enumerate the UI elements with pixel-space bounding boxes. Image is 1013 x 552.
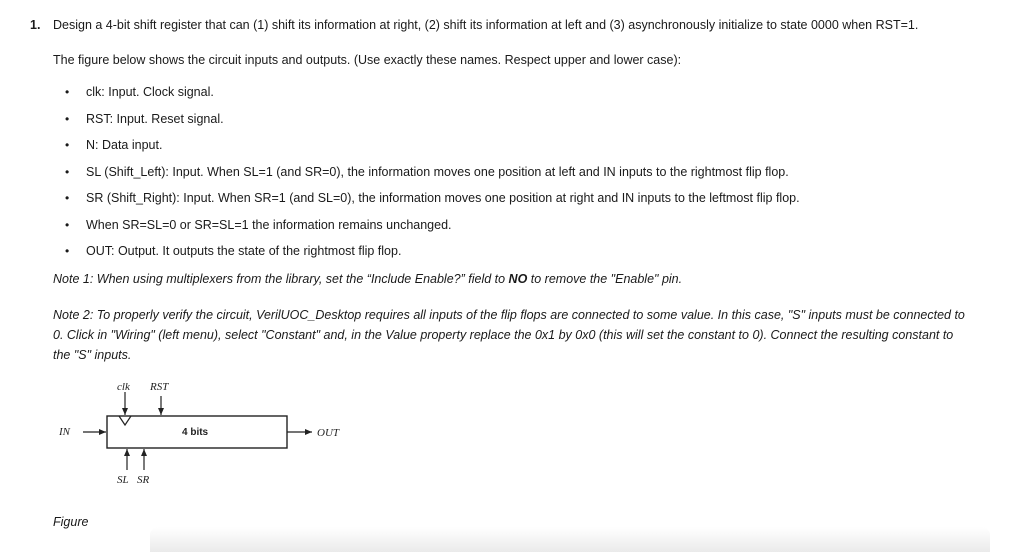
bullet-icon: • — [65, 111, 70, 126]
note-1-emphasis: NO — [508, 272, 528, 286]
spec-text: SL (Shift_Left): Input. When SL=1 (and SR=0), the information moves one position at left and IN inputs to the rightmost flip flop. — [86, 164, 789, 179]
out-label: OUT — [317, 427, 340, 439]
list-item — [53, 82, 800, 109]
spec-text: When SR=SL=0 or SR=SL=1 the information remains unchanged. — [86, 217, 452, 232]
sr-label: SR — [137, 474, 150, 486]
intro-paragraph: The figure below shows the circuit inputs and outputs. (Use exactly these names. Respect upper and lower case): — [53, 53, 682, 67]
spec-list — [53, 82, 800, 268]
in-label: IN — [59, 426, 70, 438]
spec-text: OUT: Output. It outputs the state of the rightmost flip flop. — [86, 244, 402, 258]
list-item — [53, 188, 800, 215]
bullet-icon: • — [65, 164, 70, 179]
bullet-icon: • — [65, 191, 70, 205]
question-number: 1. — [30, 18, 41, 32]
sl-label: SL — [117, 474, 129, 486]
spec-text: RST: Input. Reset signal. — [86, 111, 224, 126]
question-title: Design a 4-bit shift register that can (1) shift its information at right, (2) shift its information at left and (3) asynchronously initialize to state 0000 when RST=1. — [53, 18, 919, 32]
note-2: Note 2: To properly verify the circuit, VerilUOC_Desktop requires all inputs of the flip flops are connected to some value. In this case, "S" inputs must be connected to 0. Click in "Wiring" (left menu), select "Constant" and, in the Value property replace the 0x1 by 0x0 (this will set the constant to 0). Connect the resulting constant to the "S" inputs. — [53, 308, 965, 362]
list-item — [53, 162, 800, 189]
list-item — [53, 215, 800, 242]
circuit-diagram — [50, 372, 370, 497]
note-1-text: Note 1: When using multiplexers from the library, set the “Include Enable?” field to — [53, 272, 509, 286]
figure-caption: Figure — [53, 515, 89, 529]
bullet-icon: • — [65, 217, 70, 232]
block-label: 4 bits — [182, 427, 209, 438]
list-item — [53, 109, 800, 136]
clk-label: clk — [117, 381, 130, 393]
note-1 — [53, 272, 682, 286]
bottom-shadow — [150, 527, 990, 552]
list-item — [53, 135, 800, 162]
shift-register-symbol — [50, 372, 370, 497]
bullet-icon: • — [65, 244, 70, 258]
bullet-icon: • — [65, 85, 70, 99]
list-item — [53, 241, 800, 268]
spec-text: clk: Input. Clock signal. — [86, 85, 214, 99]
spec-text: N: Data input. — [86, 138, 163, 152]
rst-label: RST — [150, 381, 169, 393]
spec-text: SR (Shift_Right): Input. When SR=1 (and SL=0), the information moves one position at right and IN inputs to the leftmost flip flop. — [86, 191, 800, 205]
note-1-text-end: to remove the "Enable" pin. — [527, 272, 683, 286]
bullet-icon: • — [65, 138, 70, 152]
